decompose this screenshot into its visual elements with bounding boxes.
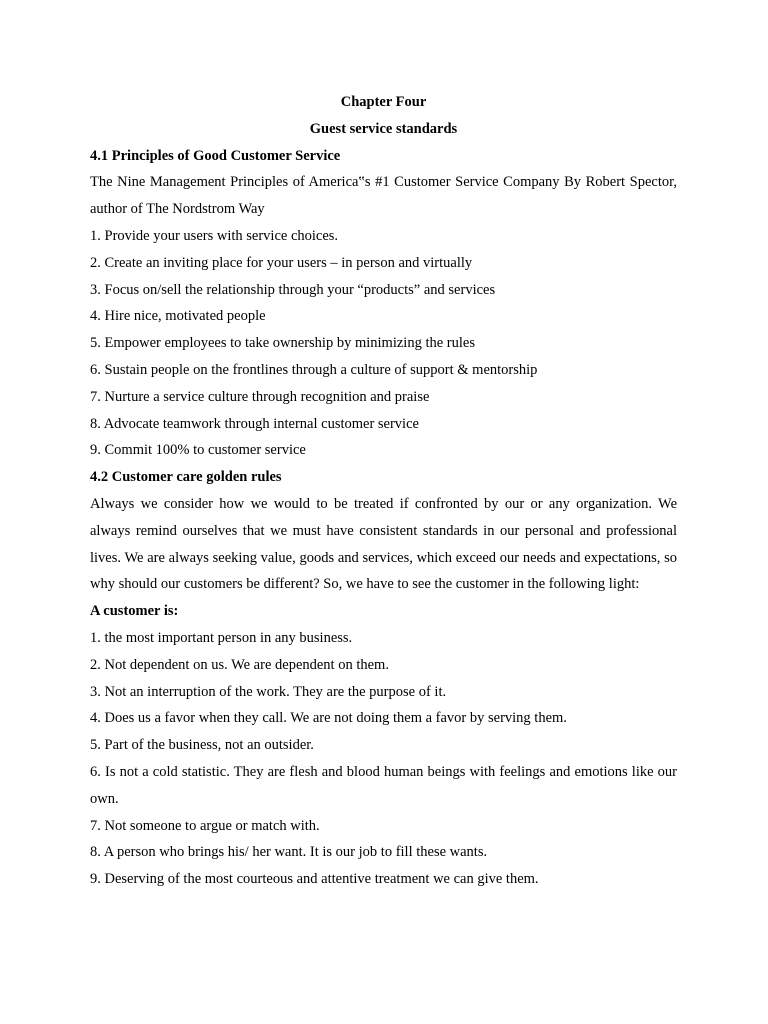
customer-item: 5. Part of the business, not an outsider. bbox=[90, 737, 314, 754]
principle-item: 9. Commit 100% to customer service bbox=[90, 442, 306, 459]
customer-item: 8. A person who brings his/ her want. It is our job to fill these wants. bbox=[90, 844, 488, 861]
customer-item: 9. Deserving of the most courteous and attentive treatment we can give them. bbox=[90, 871, 539, 888]
document-page bbox=[90, 89, 677, 893]
customer-item: 7. Not someone to argue or match with. bbox=[90, 817, 320, 834]
section-heading-4-1: 4.1 Principles of Good Customer Service bbox=[90, 147, 341, 164]
section-4-1-intro: The Nine Management Principles of America‟s #1 Customer Service Company By Robert Spector, author of The Nordstrom Way bbox=[90, 174, 677, 218]
principle-item: 6. Sustain people on the frontlines through a culture of support & mentorship bbox=[90, 361, 538, 378]
principle-item: 5. Empower employees to take ownership by minimizing the rules bbox=[90, 335, 475, 352]
chapter-title: Chapter Four bbox=[340, 94, 427, 110]
principle-item: 4. Hire nice, motivated people bbox=[90, 308, 266, 325]
customer-item: 2. Not dependent on us. We are dependent on them. bbox=[90, 656, 389, 673]
principle-item: 3. Focus on/sell the relationship through your “products” and services bbox=[90, 281, 496, 298]
section-4-2-paragraph: Always we consider how we would to be treated if confronted by our or any organization. We always remind ourselves that we must have consistent standards in our personal and professional lives. We are always seeking value, goods and services, which exceed our needs and expectations, so why should our customers be different? So, we have to see the customer in the following light: bbox=[90, 495, 677, 593]
principle-item: 8. Advocate teamwork through internal customer service bbox=[90, 415, 419, 432]
customer-item: 4. Does us a favor when they call. We are not doing them a favor by serving them. bbox=[90, 710, 567, 727]
principle-item: 1. Provide your users with service choices. bbox=[90, 227, 339, 244]
section-heading-4-2: 4.2 Customer care golden rules bbox=[90, 469, 282, 486]
principle-item: 2. Create an inviting place for your users – in person and virtually bbox=[90, 254, 473, 271]
customer-item: 1. the most important person in any business. bbox=[90, 629, 353, 646]
section-title: Guest service standards bbox=[309, 120, 458, 137]
customer-subheading: A customer is: bbox=[90, 603, 179, 620]
customer-item: 3. Not an interruption of the work. They are the purpose of it. bbox=[90, 683, 447, 700]
principle-item: 7. Nurture a service culture through recognition and praise bbox=[90, 388, 430, 405]
customer-item: 6. Is not a cold statistic. They are flesh and blood human beings with feelings and emotions like our own. bbox=[90, 763, 677, 807]
